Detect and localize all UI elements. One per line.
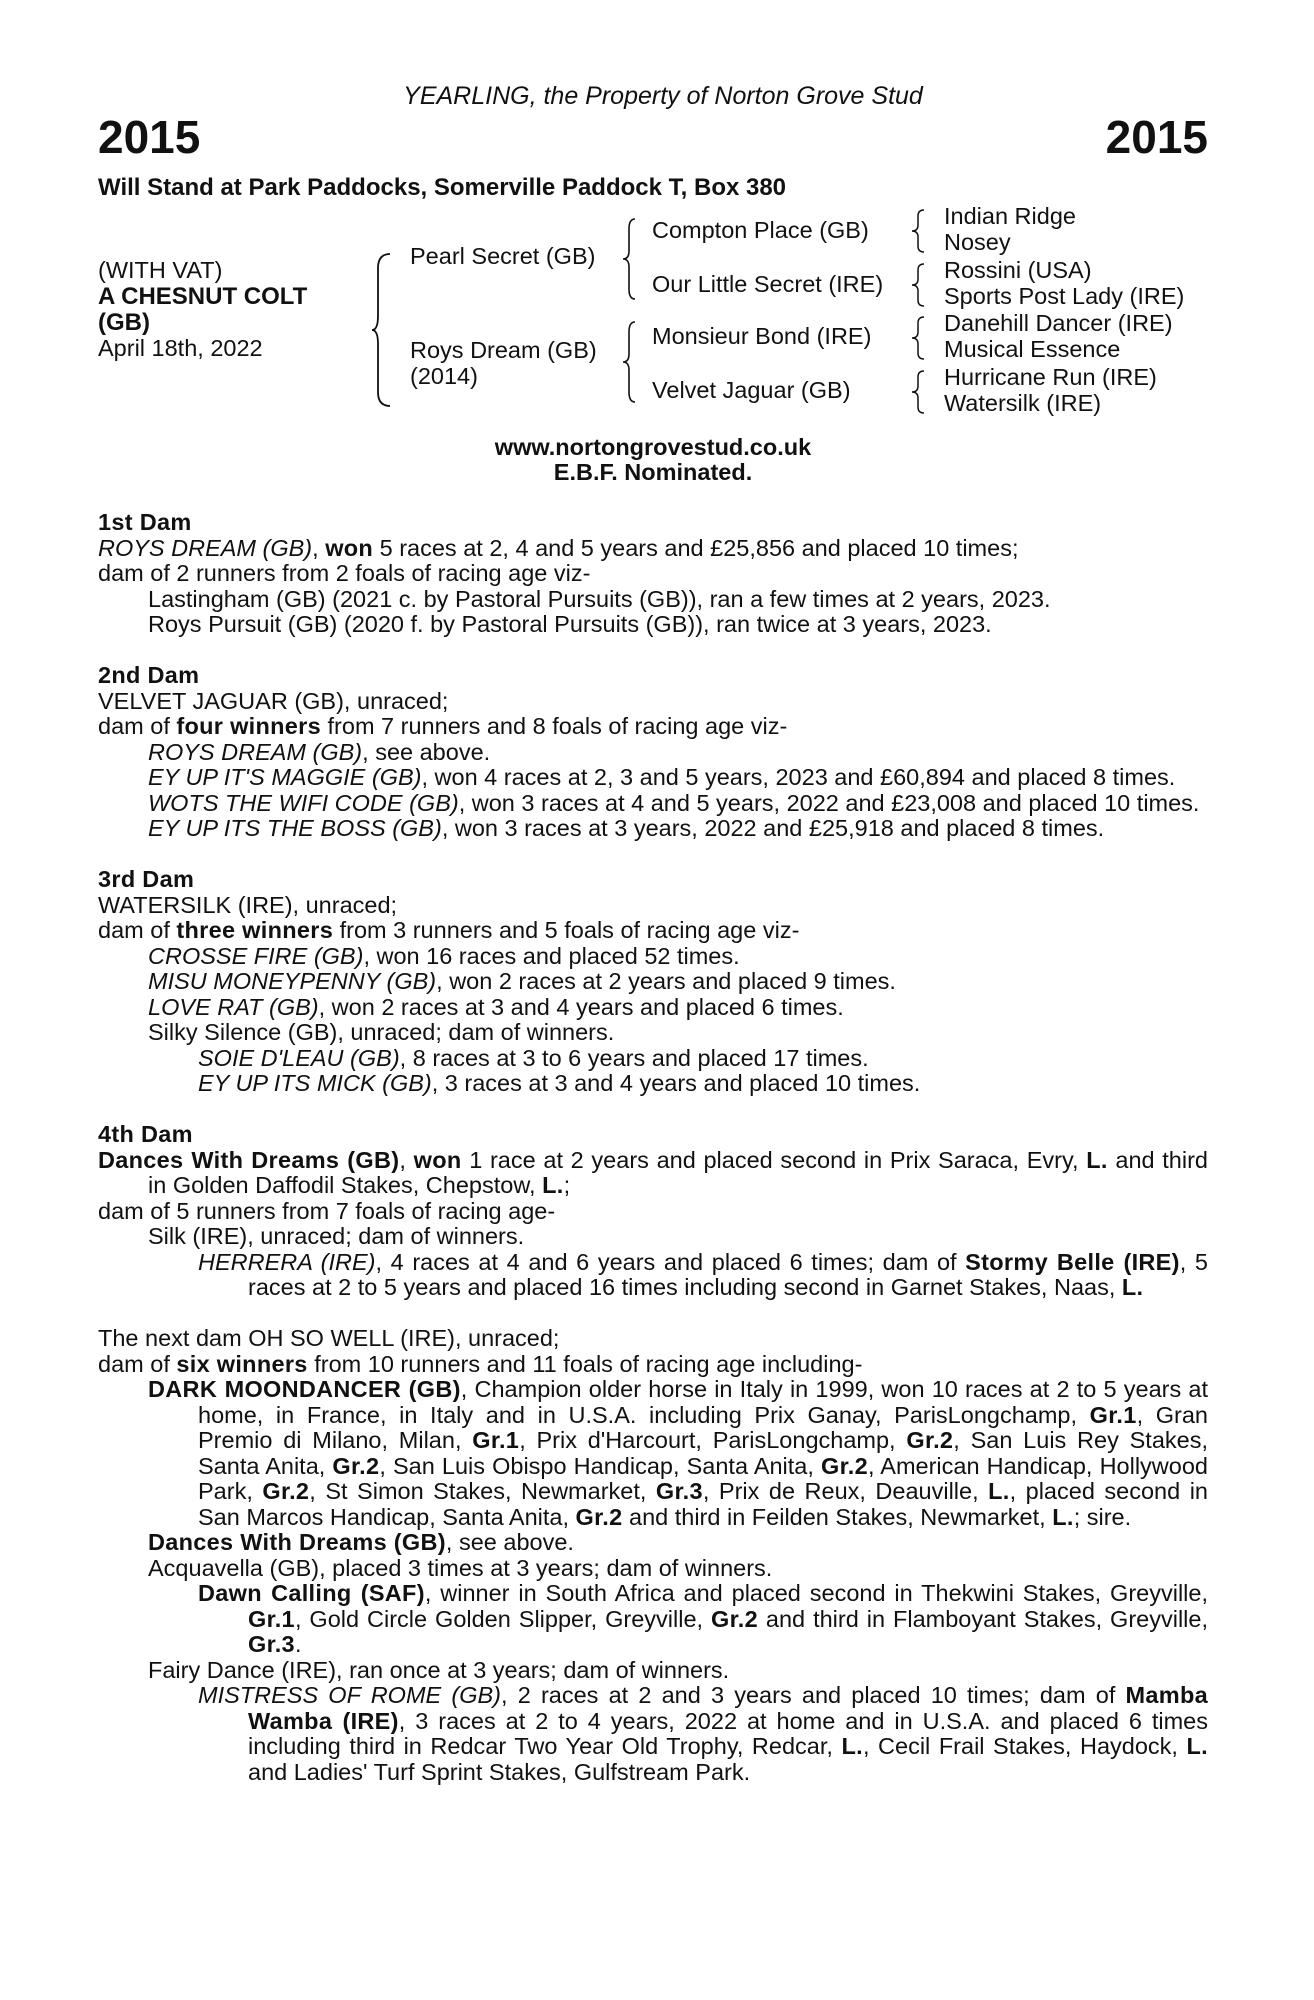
- third-dam-line: WATERSILK (IRE), unraced;: [98, 891, 398, 918]
- lot-number-right: 2015: [1105, 111, 1208, 163]
- website-link[interactable]: www.nortongrovestud.co.uk: [494, 434, 812, 460]
- produce-record: [98, 510, 1208, 1811]
- dam-parents-brace: [621, 320, 639, 404]
- second-dam-line: VELVET JAGUAR (GB), unraced;: [98, 687, 449, 714]
- third-dam-heading: 3rd Dam: [98, 866, 195, 892]
- ggs-8: Watersilk (IRE): [944, 390, 1102, 416]
- ggs-4: Sports Post Lady (IRE): [944, 283, 1185, 309]
- ggs-5: Danehill Dancer (IRE): [944, 310, 1173, 336]
- ggs-2: Nosey: [944, 229, 1011, 255]
- third-dam-foal-3: LOVE RAT (GB), won 2 races at 3 and 4 years and placed 6 times.: [148, 993, 844, 1020]
- sire: Pearl Secret (GB): [410, 243, 596, 269]
- next-dam-foal-fairy-dance: Fairy Dance (IRE), ran once at 3 years; dam of winners.: [148, 1656, 730, 1683]
- next-dam-section: [98, 1326, 1208, 1785]
- ggs-6: Musical Essence: [944, 336, 1121, 362]
- brace-g3: [910, 315, 928, 361]
- fourth-dam-line: Dances With Dreams (GB), won 1 race at 2 years and placed second in Prix Saraca, Evry, L. and third in Golden Daffodil Stakes, Chepstow, L.;: [98, 1146, 1208, 1198]
- fourth-dam-foal-1: Silk (IRE), unraced; dam of winners.: [148, 1223, 525, 1249]
- ggs-3: Rossini (USA): [944, 257, 1092, 283]
- sire-dam: Our Little Secret (IRE): [652, 271, 884, 297]
- third-dam-foal-1: CROSSE FIRE (GB), won 16 races and placed 52 times.: [148, 942, 740, 969]
- second-dam-produce-summary: dam of four winners from 7 runners and 8 foals of racing age viz-: [98, 713, 788, 739]
- fourth-dam-grandfoal-1: HERRERA (IRE), 4 races at 4 and 6 years and placed 6 times; dam of Stormy Belle (IRE), 5 races at 2 to 5 years and placed 16 times including second in Garnet Stakes, Naas, L.: [198, 1248, 1209, 1300]
- next-dam-foal-acquavella: Acquavella (GB), placed 3 times at 3 years; dam of winners.: [148, 1554, 773, 1581]
- third-dam-grandfoal-2: EY UP ITS MICK (GB), 3 races at 3 and 4 years and placed 10 times.: [198, 1070, 921, 1096]
- grandfoal-dawn-calling: Dawn Calling (SAF), winner in South Africa and placed second in Thekwini Stakes, Greyville, Gr.1, Gold Circle Golden Slipper, Greyville, Gr.2 and third in Flamboyant Stakes, Greyville, Gr.3.: [198, 1580, 1208, 1657]
- third-dam-foal-4: Silky Silence (GB), unraced; dam of winners.: [148, 1019, 615, 1045]
- ggs-1: Indian Ridge: [944, 203, 1076, 229]
- third-dam-produce-summary: dam of three winners from 3 runners and 5 foals of racing age viz-: [98, 917, 800, 943]
- brace-g4: [910, 369, 928, 415]
- fourth-dam-produce-summary: dam of 5 runners from 7 foals of racing age-: [98, 1197, 556, 1224]
- third-dam-grandfoal-1: SOIE D'LEAU (GB), 8 races at 3 to 6 years and placed 17 times.: [198, 1044, 869, 1071]
- second-dam-foal-2: EY UP IT'S MAGGIE (GB), won 4 races at 2, 3 and 5 years, 2023 and £60,894 and placed 8 times.: [148, 764, 1176, 790]
- first-dam-section: [98, 510, 1208, 638]
- pedigree-table: [98, 200, 1210, 420]
- next-dam-produce-summary: dam of six winners from 10 runners and 11 foals of racing age including-: [98, 1350, 863, 1377]
- sire-parents-brace: [621, 217, 639, 301]
- sire-sire: Compton Place (GB): [652, 217, 869, 243]
- fourth-dam-heading: 4th Dam: [98, 1121, 193, 1147]
- first-dam-foal-1: Lastingham (GB) (2021 c. by Pastoral Pursuits (GB)), ran a few times at 2 years, 2023.: [148, 585, 1051, 612]
- dam: Roys Dream (GB): [410, 337, 597, 363]
- brace-g1: [910, 208, 928, 254]
- first-dam-produce-summary: dam of 2 runners from 2 foals of racing age viz-: [98, 560, 591, 586]
- third-dam-section: [98, 867, 1208, 1097]
- ggs-7: Hurricane Run (IRE): [944, 364, 1157, 390]
- foaling-date: April 18th, 2022: [98, 335, 263, 361]
- third-dam-foal-2: MISU MONEYPENNY (GB), won 2 races at 2 years and placed 9 times.: [148, 968, 896, 994]
- second-dam-section: [98, 663, 1208, 842]
- next-dam-foal-dances-with-dreams: Dances With Dreams (GB), see above.: [148, 1529, 574, 1555]
- fourth-dam-section: [98, 1122, 1208, 1301]
- sire-dam-brace: [370, 252, 396, 408]
- vat-note: (WITH VAT): [98, 257, 223, 283]
- lot-number-left: 2015: [98, 111, 201, 163]
- website-block: [98, 435, 1208, 485]
- second-dam-heading: 2nd Dam: [98, 662, 200, 688]
- first-dam-foal-2: Roys Pursuit (GB) (2020 f. by Pastoral Pursuits (GB)), ran twice at 3 years, 2023.: [148, 611, 992, 637]
- grandfoal-mistress-of-rome: MISTRESS OF ROME (GB), 2 races at 2 and 3 years and placed 10 times; dam of Mamba Wamba (IRE), 3 races at 2 to 4 years, 2022 at home and in U.S.A. and placed 6 times including third in Redcar Two Year Old Trophy, Redcar, L., Cecil Frail Stakes, Haydock, L. and Ladies' Turf Sprint Stakes, Gulfstream Park.: [198, 1682, 1209, 1785]
- dam-dam: Velvet Jaguar (GB): [652, 377, 851, 403]
- first-dam-line: ROYS DREAM (GB), won 5 races at 2, 4 and 5 years and £25,856 and placed 10 times;: [98, 534, 1019, 561]
- dam-sire: Monsieur Bond (IRE): [652, 323, 872, 349]
- next-dam-foal-dark-moondancer: DARK MOONDANCER (GB), Champion older horse in Italy in 1999, won 10 races at 2 to 5 years at home, in France, in Italy and in U.S.A. including Prix Ganay, ParisLongchamp, Gr.1, Gran Premio di Milano, Milan, Gr.1, Prix d'Harcourt, ParisLongchamp, Gr.2, San Luis Rey Stakes, Santa Anita, Gr.2, San Luis Obispo Handicap, Santa Anita, Gr.2, American Handicap, Hollywood Park, Gr.2, St Simon Stakes, Newmarket, Gr.3, Prix de Reux, Deauville, L., placed second in San Marcos Handicap, Santa Anita, Gr.2 and third in Feilden Stakes, Newmarket, L.; sire.: [148, 1376, 1208, 1530]
- ebf-nomination: E.B.F. Nominated.: [553, 459, 753, 485]
- brace-g2: [910, 262, 928, 308]
- next-dam-line: The next dam OH SO WELL (IRE), unraced;: [98, 1325, 560, 1351]
- first-dam-heading: 1st Dam: [98, 509, 192, 535]
- stabling-location: Will Stand at Park Paddocks, Somerville Paddock T, Box 380: [98, 174, 787, 201]
- horse-name: A CHESNUT COLT: [98, 283, 308, 310]
- dam-foaling-year: (2014): [410, 363, 478, 389]
- second-dam-foal-1: ROYS DREAM (GB), see above.: [148, 738, 491, 765]
- horse-origin: (GB): [98, 309, 150, 336]
- lot-description: YEARLING, the Property of Norton Grove Stud: [403, 82, 923, 110]
- second-dam-foal-4: EY UP ITS THE BOSS (GB), won 3 races at 3 years, 2022 and £25,918 and placed 8 times.: [148, 815, 1105, 841]
- second-dam-foal-3: WOTS THE WIFI CODE (GB), won 3 races at 4 and 5 years, 2022 and £23,008 and placed 10 times.: [148, 789, 1200, 816]
